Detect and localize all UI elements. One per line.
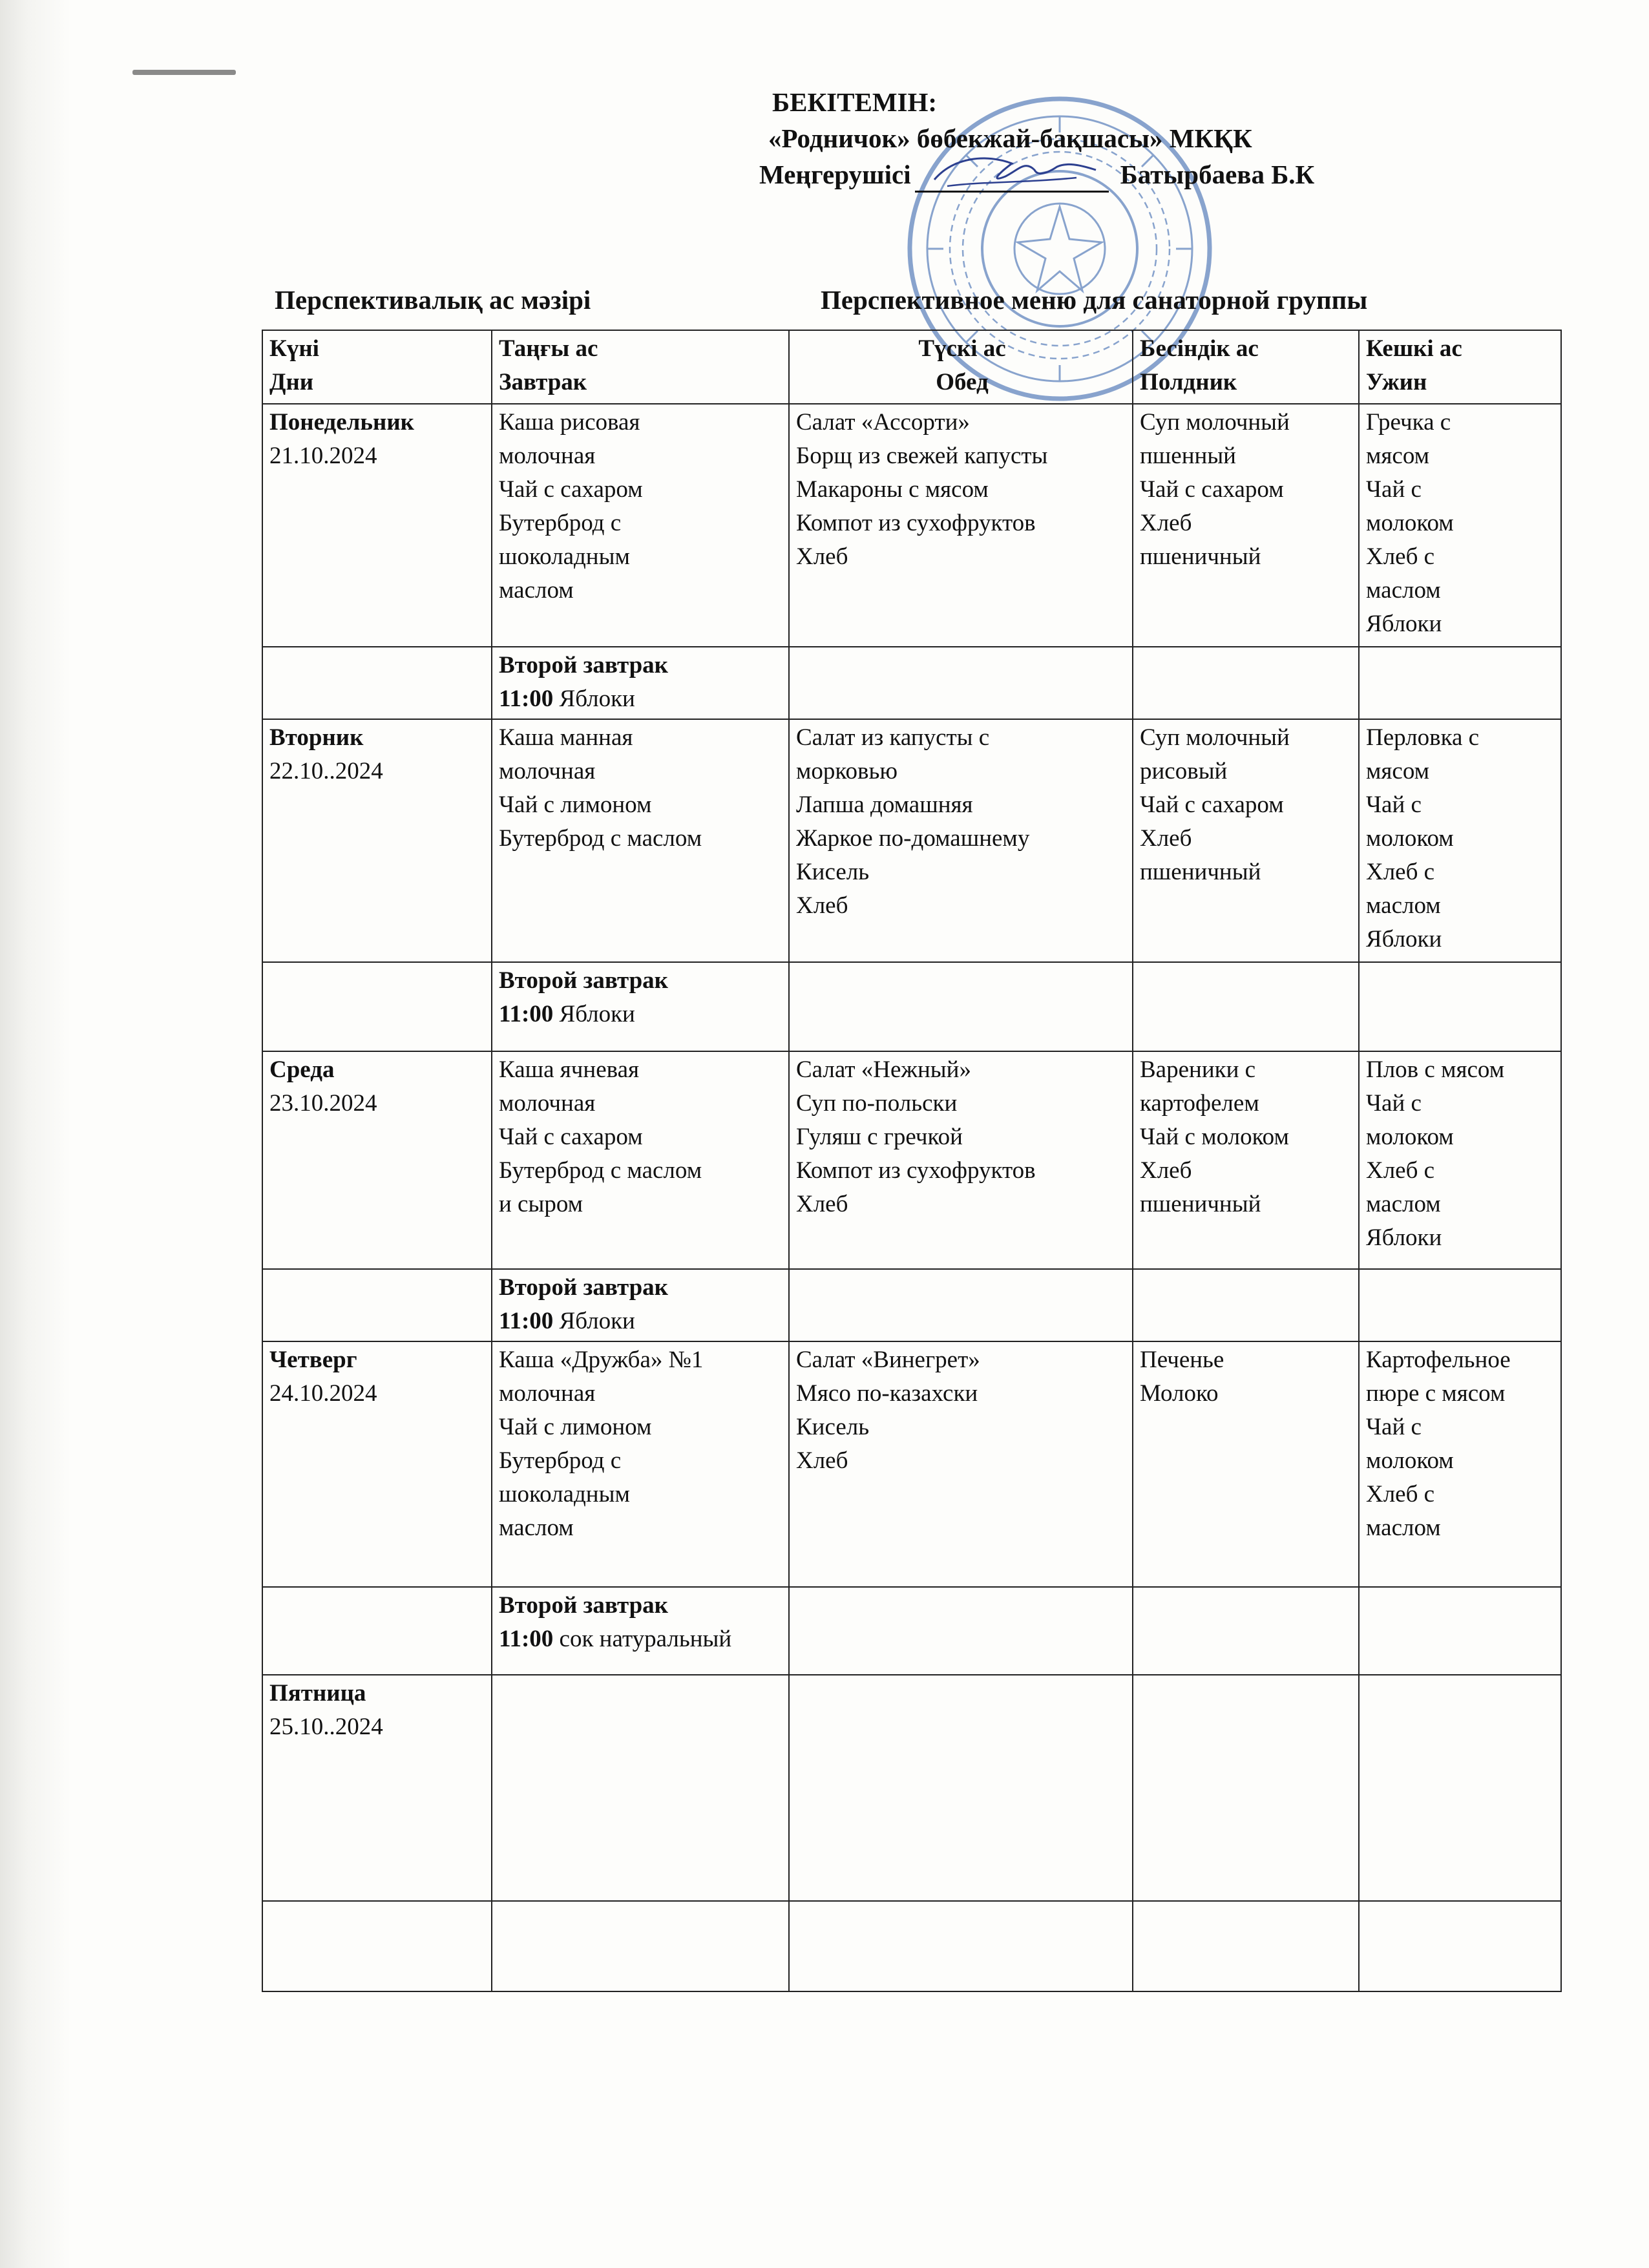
day-row: [262, 1341, 1561, 1587]
dinner-cell: [1359, 404, 1561, 647]
day-name: Вторник: [269, 724, 364, 751]
breakfast-line: Бутерброд с маслом: [499, 1157, 702, 1184]
lunch-line: Мясо по-казахски: [796, 1380, 978, 1407]
second-breakfast-line: [499, 1622, 784, 1656]
breakfast-line: молочная: [499, 758, 596, 784]
dinner-line: Чай с: [1366, 1090, 1422, 1117]
breakfast-line: Каша ячневая: [499, 1056, 640, 1083]
empty-cell: [1359, 1901, 1561, 1991]
second-breakfast-time: 11:00: [499, 1001, 554, 1027]
header-lunch: Түскі ас Обед: [789, 330, 1133, 404]
second-breakfast-row: [262, 1587, 1561, 1675]
approval-title: БЕКІТЕМІН:: [772, 87, 938, 117]
snack-line: Чай с сахаром: [1140, 476, 1284, 503]
dinner-line: Яблоки: [1366, 1224, 1442, 1251]
dinner-line: Чай с: [1366, 1414, 1422, 1440]
second-breakfast-time: 11:00: [499, 1626, 554, 1652]
breakfast-line: Чай с сахаром: [499, 476, 643, 503]
breakfast-line: шоколадным: [499, 1481, 630, 1507]
empty-cell: [262, 647, 492, 719]
day-date: 22.10..2024: [269, 758, 383, 784]
dinner-line: Яблоки: [1366, 926, 1442, 952]
second-breakfast-time: 11:00: [499, 1308, 554, 1334]
day-name: Четверг: [269, 1347, 357, 1373]
dinner-line: маслом: [1366, 1515, 1441, 1541]
menu-body: [262, 404, 1561, 1991]
second-breakfast-cell: [492, 1269, 789, 1341]
second-breakfast-title: Второй завтрак: [499, 1274, 668, 1301]
dinner-line: Хлеб с: [1366, 859, 1435, 885]
empty-cell: [262, 1901, 492, 1991]
snack-line: пшенный: [1140, 443, 1236, 469]
dinner-line: Картофельное: [1366, 1347, 1511, 1373]
breakfast-cell: [492, 1675, 789, 1901]
lunch-line: Компот из сухофруктов: [796, 1157, 1036, 1184]
breakfast-cell: [492, 404, 789, 647]
title-ru: Перспективное меню для санаторной группы: [821, 285, 1368, 315]
breakfast-cell: [492, 719, 789, 962]
header-breakfast: Таңғы ас Завтрак: [492, 330, 789, 404]
lunch-line: Борщ из свежей капусты: [796, 443, 1048, 469]
dinner-cell: [1359, 1675, 1561, 1901]
empty-cell: [1133, 962, 1359, 1051]
lunch-line: Суп по-польски: [796, 1090, 958, 1117]
approval-org: «Родничок» бөбекжай-бақшасы» МКҚК: [768, 123, 1252, 153]
second-breakfast-row: [262, 1269, 1561, 1341]
dinner-line: Чай с: [1366, 792, 1422, 818]
second-breakfast-title: Второй завтрак: [499, 1592, 668, 1619]
lunch-line: Макароны с мясом: [796, 476, 989, 503]
empty-cell: [789, 1587, 1133, 1675]
day-cell: [262, 719, 492, 962]
breakfast-line: Каша манная: [499, 724, 633, 751]
dinner-cell: [1359, 719, 1561, 962]
dinner-line: маслом: [1366, 577, 1441, 604]
second-breakfast-item: Яблоки: [559, 1001, 635, 1027]
empty-cell: [1359, 962, 1561, 1051]
snack-line: Печенье: [1140, 1347, 1224, 1373]
header-snack: Бесіндік ас Полдник: [1133, 330, 1359, 404]
day-name: Понедельник: [269, 409, 414, 436]
empty-cell: [262, 1587, 492, 1675]
day-date: 21.10.2024: [269, 443, 377, 469]
header-dinner: Кешкі ас Ужин: [1359, 330, 1561, 404]
lunch-line: Кисель: [796, 859, 870, 885]
lunch-line: Компот из сухофруктов: [796, 510, 1036, 536]
second-breakfast-line: [499, 1305, 784, 1338]
lunch-line: Салат из капусты с: [796, 724, 990, 751]
day-row: [262, 1675, 1561, 1901]
second-breakfast-line: [499, 682, 784, 716]
snack-line: Вареники с: [1140, 1056, 1256, 1083]
second-breakfast-item: Яблоки: [559, 686, 635, 712]
lunch-cell: [789, 1675, 1133, 1901]
snack-cell: [1133, 719, 1359, 962]
empty-cell: [1133, 1269, 1359, 1341]
header-row: [262, 330, 1561, 404]
snack-line: Хлеб: [1140, 1157, 1192, 1184]
empty-cell: [262, 1269, 492, 1341]
empty-cell: [789, 1269, 1133, 1341]
breakfast-line: Каша рисовая: [499, 409, 640, 436]
dinner-line: Хлеб с: [1366, 1481, 1435, 1507]
signature-icon: [928, 151, 1102, 196]
snack-line: Хлеб: [1140, 510, 1192, 536]
day-cell: [262, 1051, 492, 1269]
lunch-line: Гуляш с гречкой: [796, 1124, 963, 1150]
breakfast-line: Чай с сахаром: [499, 1124, 643, 1150]
empty-cell: [1359, 1269, 1561, 1341]
approval-position: Меңгерушісі: [759, 160, 911, 189]
dinner-cell: [1359, 1341, 1561, 1587]
lunch-cell: [789, 1051, 1133, 1269]
dinner-line: молоком: [1366, 1447, 1454, 1474]
lunch-line: Хлеб: [796, 892, 848, 919]
dinner-line: Перловка с: [1366, 724, 1480, 751]
empty-cell: [1359, 1587, 1561, 1675]
approval-block: [759, 84, 1314, 193]
snack-cell: [1133, 1051, 1359, 1269]
snack-line: пшеничный: [1140, 1191, 1261, 1217]
snack-line: картофелем: [1140, 1090, 1259, 1117]
lunch-cell: [789, 404, 1133, 647]
second-breakfast-time: 11:00: [499, 686, 554, 712]
second-breakfast-item: сок натуральный: [559, 1626, 732, 1652]
day-date: 24.10.2024: [269, 1380, 377, 1407]
snack-cell: [1133, 404, 1359, 647]
dinner-line: маслом: [1366, 892, 1441, 919]
empty-cell: [492, 1901, 789, 1991]
day-date: 25.10..2024: [269, 1714, 383, 1740]
empty-cell: [262, 962, 492, 1051]
breakfast-line: Бутерброд с: [499, 1447, 622, 1474]
lunch-line: Кисель: [796, 1414, 870, 1440]
title-kz: Перспективалық ас мәзірі: [275, 285, 591, 315]
lunch-line: Хлеб: [796, 1447, 848, 1474]
breakfast-line: маслом: [499, 1515, 574, 1541]
day-row: [262, 404, 1561, 647]
snack-cell: [1133, 1341, 1359, 1587]
lunch-cell: [789, 719, 1133, 962]
day-cell: [262, 1675, 492, 1901]
second-breakfast-title: Второй завтрак: [499, 967, 668, 994]
empty-cell: [1133, 1901, 1359, 1991]
lunch-line: Жаркое по-домашнему: [796, 825, 1030, 852]
breakfast-line: Бутерброд с: [499, 510, 622, 536]
approval-signature-line: [759, 156, 1314, 193]
breakfast-cell: [492, 1051, 789, 1269]
second-breakfast-item: Яблоки: [559, 1308, 635, 1334]
lunch-line: Хлеб: [796, 1191, 848, 1217]
snack-line: Чай с сахаром: [1140, 792, 1284, 818]
empty-cell: [789, 962, 1133, 1051]
dinner-line: Хлеб с: [1366, 1157, 1435, 1184]
breakfast-line: молочная: [499, 1380, 596, 1407]
second-breakfast-cell: [492, 1587, 789, 1675]
dinner-line: Гречка с: [1366, 409, 1451, 436]
dinner-line: Яблоки: [1366, 611, 1442, 637]
second-breakfast-row: [262, 647, 1561, 719]
menu-table: [262, 330, 1562, 1992]
dinner-line: молоком: [1366, 1124, 1454, 1150]
breakfast-line: Каша «Дружба» №1: [499, 1347, 704, 1373]
second-breakfast-row: [262, 1901, 1561, 1991]
breakfast-line: молочная: [499, 1090, 596, 1117]
dinner-line: пюре с мясом: [1366, 1380, 1506, 1407]
empty-cell: [1359, 647, 1561, 719]
snack-line: пшеничный: [1140, 859, 1261, 885]
signature-field: [915, 165, 1109, 193]
breakfast-line: и сыром: [499, 1191, 583, 1217]
snack-line: Суп молочный: [1140, 409, 1290, 436]
second-breakfast-cell: [492, 962, 789, 1051]
dinner-cell: [1359, 1051, 1561, 1269]
dinner-line: мясом: [1366, 443, 1430, 469]
lunch-line: Салат «Нежный»: [796, 1056, 971, 1083]
lunch-cell: [789, 1341, 1133, 1587]
lunch-line: Лапша домашняя: [796, 792, 973, 818]
day-cell: [262, 404, 492, 647]
day-name: Среда: [269, 1056, 335, 1083]
breakfast-line: Бутерброд с маслом: [499, 825, 702, 852]
snack-line: Молоко: [1140, 1380, 1219, 1407]
dinner-line: мясом: [1366, 758, 1430, 784]
header-days: Күні Дни: [262, 330, 492, 404]
empty-cell: [1133, 647, 1359, 719]
breakfast-line: шоколадным: [499, 543, 630, 570]
breakfast-line: маслом: [499, 577, 574, 604]
breakfast-line: Чай с лимоном: [499, 792, 652, 818]
dinner-line: Хлеб с: [1366, 543, 1435, 570]
second-breakfast-cell: [492, 647, 789, 719]
snack-line: пшеничный: [1140, 543, 1261, 570]
day-row: [262, 1051, 1561, 1269]
dinner-line: Плов с мясом: [1366, 1056, 1505, 1083]
dinner-line: молоком: [1366, 510, 1454, 536]
day-cell: [262, 1341, 492, 1587]
lunch-line: Хлеб: [796, 543, 848, 570]
day-name: Пятница: [269, 1680, 366, 1706]
approval-name: Батырбаева Б.К: [1120, 160, 1315, 189]
dinner-line: молоком: [1366, 825, 1454, 852]
day-row: [262, 719, 1561, 962]
dinner-line: маслом: [1366, 1191, 1441, 1217]
snack-line: Хлеб: [1140, 825, 1192, 852]
lunch-line: морковью: [796, 758, 898, 784]
empty-cell: [789, 647, 1133, 719]
snack-line: Чай с молоком: [1140, 1124, 1289, 1150]
snack-line: Суп молочный: [1140, 724, 1290, 751]
breakfast-line: молочная: [499, 443, 596, 469]
second-breakfast-line: [499, 998, 784, 1031]
empty-cell: [1133, 1587, 1359, 1675]
dinner-line: Чай с: [1366, 476, 1422, 503]
second-breakfast-title: Второй завтрак: [499, 652, 668, 678]
second-breakfast-row: [262, 962, 1561, 1051]
lunch-line: Салат «Винегрет»: [796, 1347, 980, 1373]
snack-line: рисовый: [1140, 758, 1228, 784]
snack-cell: [1133, 1675, 1359, 1901]
empty-cell: [789, 1901, 1133, 1991]
day-date: 23.10.2024: [269, 1090, 377, 1117]
scan-edge: [0, 0, 71, 2268]
breakfast-cell: [492, 1341, 789, 1587]
scan-mark: [132, 70, 236, 75]
breakfast-line: Чай с лимоном: [499, 1414, 652, 1440]
lunch-line: Салат «Ассорти»: [796, 409, 970, 436]
